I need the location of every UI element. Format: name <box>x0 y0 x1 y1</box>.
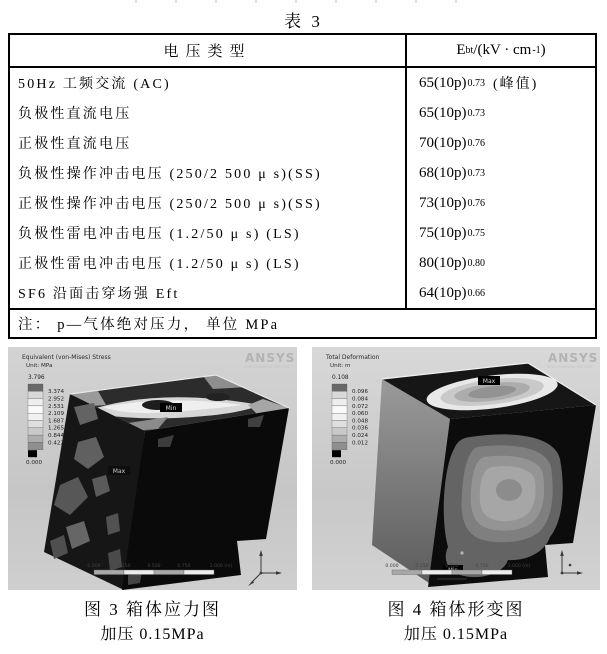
voltage-type-cell: 50Hz 工频交流 (AC) <box>10 68 407 98</box>
value-base: 65(10p) <box>419 104 467 121</box>
value-base: 64(10p) <box>419 284 467 301</box>
ebt-subscript: bt <box>465 45 474 56</box>
svg-text:Max: Max <box>482 378 496 385</box>
ebt-value-cell <box>407 248 595 278</box>
svg-text:Min: Min <box>165 405 177 412</box>
ebt-value-cell <box>407 218 595 248</box>
svg-text:0.500: 0.500 <box>445 564 459 569</box>
value-exponent: 0.80 <box>467 257 485 269</box>
svg-text:1.000 (m): 1.000 (m) <box>507 564 531 569</box>
svg-text:1.265: 1.265 <box>48 425 65 432</box>
figure3-subtitle: 加压 0.15MPa <box>100 625 205 643</box>
table-row <box>10 128 595 158</box>
ebt-unit-sup: -1 <box>532 45 541 56</box>
figure4-title: 图 4 箱体形变图 <box>387 600 525 619</box>
voltage-type-cell: 正极性操作冲击电压 (250/2 500 μ s)(SS) <box>10 188 407 218</box>
svg-text:0.000: 0.000 <box>87 564 101 569</box>
svg-text:2.531: 2.531 <box>48 403 65 410</box>
svg-text:0.500: 0.500 <box>147 564 161 569</box>
svg-text:0.024: 0.024 <box>352 433 369 439</box>
legend-max-value: 0.108 <box>332 375 349 381</box>
table-row <box>10 98 595 128</box>
value-base: 75(10p) <box>419 224 467 241</box>
figure3-title: 图 3 箱体应力图 <box>84 600 221 619</box>
clipped-previous-line-fragment <box>135 0 495 3</box>
caption-figure4 <box>312 598 600 646</box>
svg-text:1.687: 1.687 <box>48 418 65 425</box>
table-row <box>10 158 595 188</box>
svg-text:1.000 (m): 1.000 (m) <box>209 564 233 569</box>
figure4-subtitle: 加压 0.15MPa <box>403 625 509 643</box>
svg-text:0.750: 0.750 <box>177 564 191 569</box>
legend-title: Equivalent (von-Mises) Stress <box>22 354 111 361</box>
value-exponent: 0.76 <box>467 137 485 149</box>
value-exponent: 0.73 <box>467 167 485 179</box>
value-base: 70(10p) <box>419 134 467 151</box>
legend-min-value: 0.000 <box>330 460 347 466</box>
table-note: 注： p—气体绝对压力， 单位 MPa <box>10 308 595 337</box>
legend-min-value: 0.000 <box>26 460 43 466</box>
voltage-type-cell: 正极性直流电压 <box>10 128 407 158</box>
max-label <box>108 466 130 475</box>
svg-text:0.036: 0.036 <box>352 425 369 432</box>
ebt-value-cell <box>407 68 595 98</box>
svg-text:0.250: 0.250 <box>117 564 131 569</box>
color-scale-labels <box>48 389 64 446</box>
value-base: 68(10p) <box>419 164 467 181</box>
svg-text:0.844: 0.844 <box>48 433 65 439</box>
value-suffix: (峰值) <box>493 77 539 92</box>
voltage-type-cell: SF6 沿面击穿场强 Eft <box>10 278 407 308</box>
svg-text:0.422: 0.422 <box>48 440 65 447</box>
table-row <box>10 248 595 278</box>
legend-unit: Unit: MPa <box>26 363 53 369</box>
voltage-table <box>8 33 597 339</box>
svg-text:Max: Max <box>112 468 126 475</box>
ebt-unit-header <box>407 35 595 66</box>
value-base: 80(10p) <box>419 254 467 271</box>
ansys-logo-subtext: NONCOMMERCIAL USE ONLY <box>547 365 593 369</box>
ebt-symbol: E <box>456 42 466 58</box>
svg-text:0.012: 0.012 <box>352 440 369 447</box>
ebt-value-cell <box>407 158 595 188</box>
ansys-watermark <box>547 351 598 369</box>
voltage-type-cell: 正极性雷电冲击电压 (1.2/50 μ s) (LS) <box>10 248 407 278</box>
value-exponent: 0.66 <box>467 287 485 299</box>
value-exponent: 0.76 <box>467 197 485 209</box>
legend-max-value: 3.796 <box>28 375 45 381</box>
ansys-logo-subtext: NONCOMMERCIAL USE ONLY <box>244 365 290 369</box>
legend-unit: Unit: m <box>330 363 351 369</box>
value-exponent: 0.73 <box>467 77 485 89</box>
value-base: 73(10p) <box>419 194 467 211</box>
ansys-logo-text: ANSYS <box>548 351 599 365</box>
table-row <box>10 278 595 308</box>
color-scale <box>28 384 43 457</box>
voltage-type-cell: 负极性操作冲击电压 (250/2 500 μ s)(SS) <box>10 158 407 188</box>
ansys-watermark <box>244 351 295 369</box>
voltage-type-cell: 负极性雷电冲击电压 (1.2/50 μ s) (LS) <box>10 218 407 248</box>
svg-text:0.048: 0.048 <box>352 418 369 425</box>
figure-deformation-image <box>312 347 600 595</box>
ebt-unit-end: ) <box>540 42 546 58</box>
legend-title: Total Deformation <box>326 354 380 361</box>
svg-text:0.250: 0.250 <box>415 564 429 569</box>
svg-text:0.060: 0.060 <box>352 411 369 418</box>
ansys-logo-text: ANSYS <box>245 351 296 365</box>
svg-text:3.374: 3.374 <box>48 389 65 396</box>
svg-text:0.096: 0.096 <box>352 389 369 396</box>
svg-text:0.750: 0.750 <box>475 564 489 569</box>
min-label <box>160 403 182 412</box>
ebt-unit-mid: /(kV · cm <box>473 42 532 58</box>
svg-text:2.952: 2.952 <box>48 396 65 403</box>
color-scale <box>332 384 347 457</box>
ebt-value-cell <box>407 278 595 308</box>
ebt-value-cell <box>407 188 595 218</box>
svg-text:2.109: 2.109 <box>48 411 65 418</box>
caption-figure3 <box>8 598 297 646</box>
ebt-value-cell <box>407 98 595 128</box>
value-base: 65(10p) <box>419 74 467 91</box>
svg-text:0.072: 0.072 <box>352 403 369 410</box>
svg-text:0.084: 0.084 <box>352 396 369 403</box>
svg-text:0.000: 0.000 <box>385 564 399 569</box>
table-row <box>10 188 595 218</box>
figure-stress-image <box>8 347 297 595</box>
table-header-row <box>10 35 595 68</box>
table-row <box>10 68 595 98</box>
voltage-type-cell: 负极性直流电压 <box>10 98 407 128</box>
table-title: 表 3 <box>284 12 323 31</box>
max-label <box>478 376 500 385</box>
ebt-value-cell <box>407 128 595 158</box>
voltage-type-header: 电压类型 <box>10 35 407 66</box>
table-row <box>10 218 595 248</box>
color-scale-labels <box>352 389 368 446</box>
value-exponent: 0.73 <box>467 107 485 119</box>
value-exponent: 0.75 <box>467 227 485 239</box>
